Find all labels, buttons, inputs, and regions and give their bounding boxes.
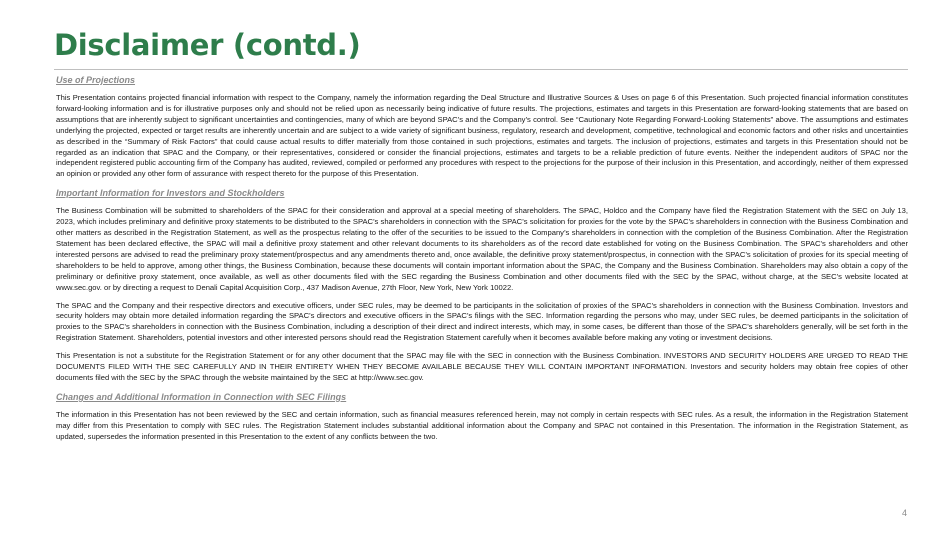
section-use-of-projections	[56, 74, 908, 180]
paragraph: This Presentation is not a substitute for the Registration Statement or for any other document that the SPAC may file with the SEC in connection with the Business Combination. INVESTORS AND SECURITY HOLDERS ARE URGED TO READ THE DOCUMENTS FILED WITH THE SEC CAREFULLY AND IN THEIR ENTIRETY WHEN THEY BECOME AVAILABLE BECAUSE THEY WILL CONTAIN IMPORTANT INFORMATION. Investors and security holders may obtain free copies of other documents filed with the SEC by the SPAC through the website maintained by the SEC at http://www.sec.gov.	[56, 351, 908, 382]
paragraph: The SPAC and the Company and their respective directors and executive officers, under SEC rules, may be deemed to be participants in the solicitation of proxies of the SPAC’s shareholders in connection with the Business Combination. Investors and security holders may obtain more detailed information regarding the SPAC’s directors and executive officers in the SPAC’s filings with the SEC. Information regarding the persons who may, under SEC rules, be deemed participants in the solicitation of proxies to the SPAC’s shareholders in connection with the Business Combination, including a description of their direct and indirect interests, which may, in some cases, be different than those of the SPAC’s shareholders generally, will be set forth in the Registration Statement. Shareholders, potential investors and other interested persons should read the Registration Statement carefully when it becomes available before making any voting or investment decisions.	[56, 300, 908, 343]
section-heading: Changes and Additional Information in Connection with SEC Filings	[56, 391, 347, 402]
section-important-information	[56, 187, 908, 384]
section-sec-filings	[56, 391, 908, 443]
section-heading: Use of Projections	[56, 75, 136, 85]
page-number: 4	[901, 508, 907, 518]
disclaimer-body	[56, 74, 908, 450]
paragraph: The Business Combination will be submitted to shareholders of the SPAC for their consideration and approval at a special meeting of shareholders. The SPAC, Holdco and the Company have filed the Registration Statement with the SEC on July 13, 2023, which includes preliminary and definitive proxy statements to be distributed to the SPAC’s shareholders in connection with the SPAC’s solicitation for proxies for the vote by the SPAC’s shareholders in connection with the Business Combination and other matters as described in the Registration Statement, as well as the prospectus relating to the offer of the securities to be issued to the Company’s shareholders in connection with the completion of the Business Combination. After the Registration Statement has been declared effective, the SPAC will mail a definitive proxy statement and other relevant documents to its shareholders as of the record date established for voting on the Business Combination. The SPAC’s shareholders and other interested persons are advised to read the preliminary proxy statement/prospectus and any amendments thereto and, once available, the definitive proxy statement/prospectus, in connection with the SPAC’s solicitation of proxies for its special meeting of shareholders to be held to approve, among other things, the Business Combination, because these documents will contain important information about the SPAC, the Company and the Business Combination. Shareholders may also obtain a copy of the preliminary or definitive proxy statement, once available, as well as other documents filed with the SEC regarding the Business Combination and other documents filed with the SEC by the SPAC, without charge, at the SEC’s website located at www.sec.gov. or by directing a request to Denali Capital Acquisition Corp., 437 Madison Avenue, 27th Floor, New York, New York 10022.	[56, 206, 908, 292]
paragraph: The information in this Presentation has not been reviewed by the SEC and certain information, such as financial measures referenced herein, may not comply in certain respects with SEC rules. As a result, the information in the Registration Statement may differ from this Presentation to comply with SEC rules. The Registration Statement includes substantial additional information about the Company and SPAC not contained in this Presentation. The information in the Registration Statement, as updated, supersedes the information presented in this Presentation to the extent of any conflicts between the two.	[56, 409, 908, 441]
paragraph: This Presentation contains projected financial information with respect to the Company, namely the information regarding the Deal Structure and Illustrative Sources & Uses on page 6 of this Presentation. Such projected financial information constitutes forward-looking information and is for illustrative purposes only and should not be relied upon as necessarily being indicative of future results. The projections, estimates and targets in this Presentation are forward-looking statements that are based on assumptions that are inherently subject to significant uncertainties and contingencies, many of which are beyond SPAC’s and the Company’s control. See “Cautionary Note Regarding Forward-Looking Statements” above. The assumptions and estimates underlying the projected, expected or target results are inherently uncertain and are subject to a wide variety of significant business, regulatory, research and development, competitive, technological and economic factors and other risks and uncertainties as described in the “Summary of Risk Factors” that could cause actual results to differ materially from those contained in such projections, estimates and targets. The inclusion of projections, estimates and targets in this Presentation should not be regarded as an indication that SPAC and the Company, or their representatives, considered or consider the financial projections, estimates and targets to be a reliable prediction of future events. Neither the independent auditors of SPAC nor the independent registered public accounting firm of the Company has audited, reviewed, compiled or performed any procedures with respect to the projections for the purpose of their inclusion in this Presentation, and accordingly, neither of them expressed an opinion or provided any other form of assurance with respect thereto for the purpose of this Presentation.	[56, 93, 908, 179]
title-divider	[54, 69, 908, 70]
section-heading: Important Information for Investors and Stockholders	[56, 188, 285, 199]
page-title: Disclaimer (contd.)	[54, 28, 361, 62]
